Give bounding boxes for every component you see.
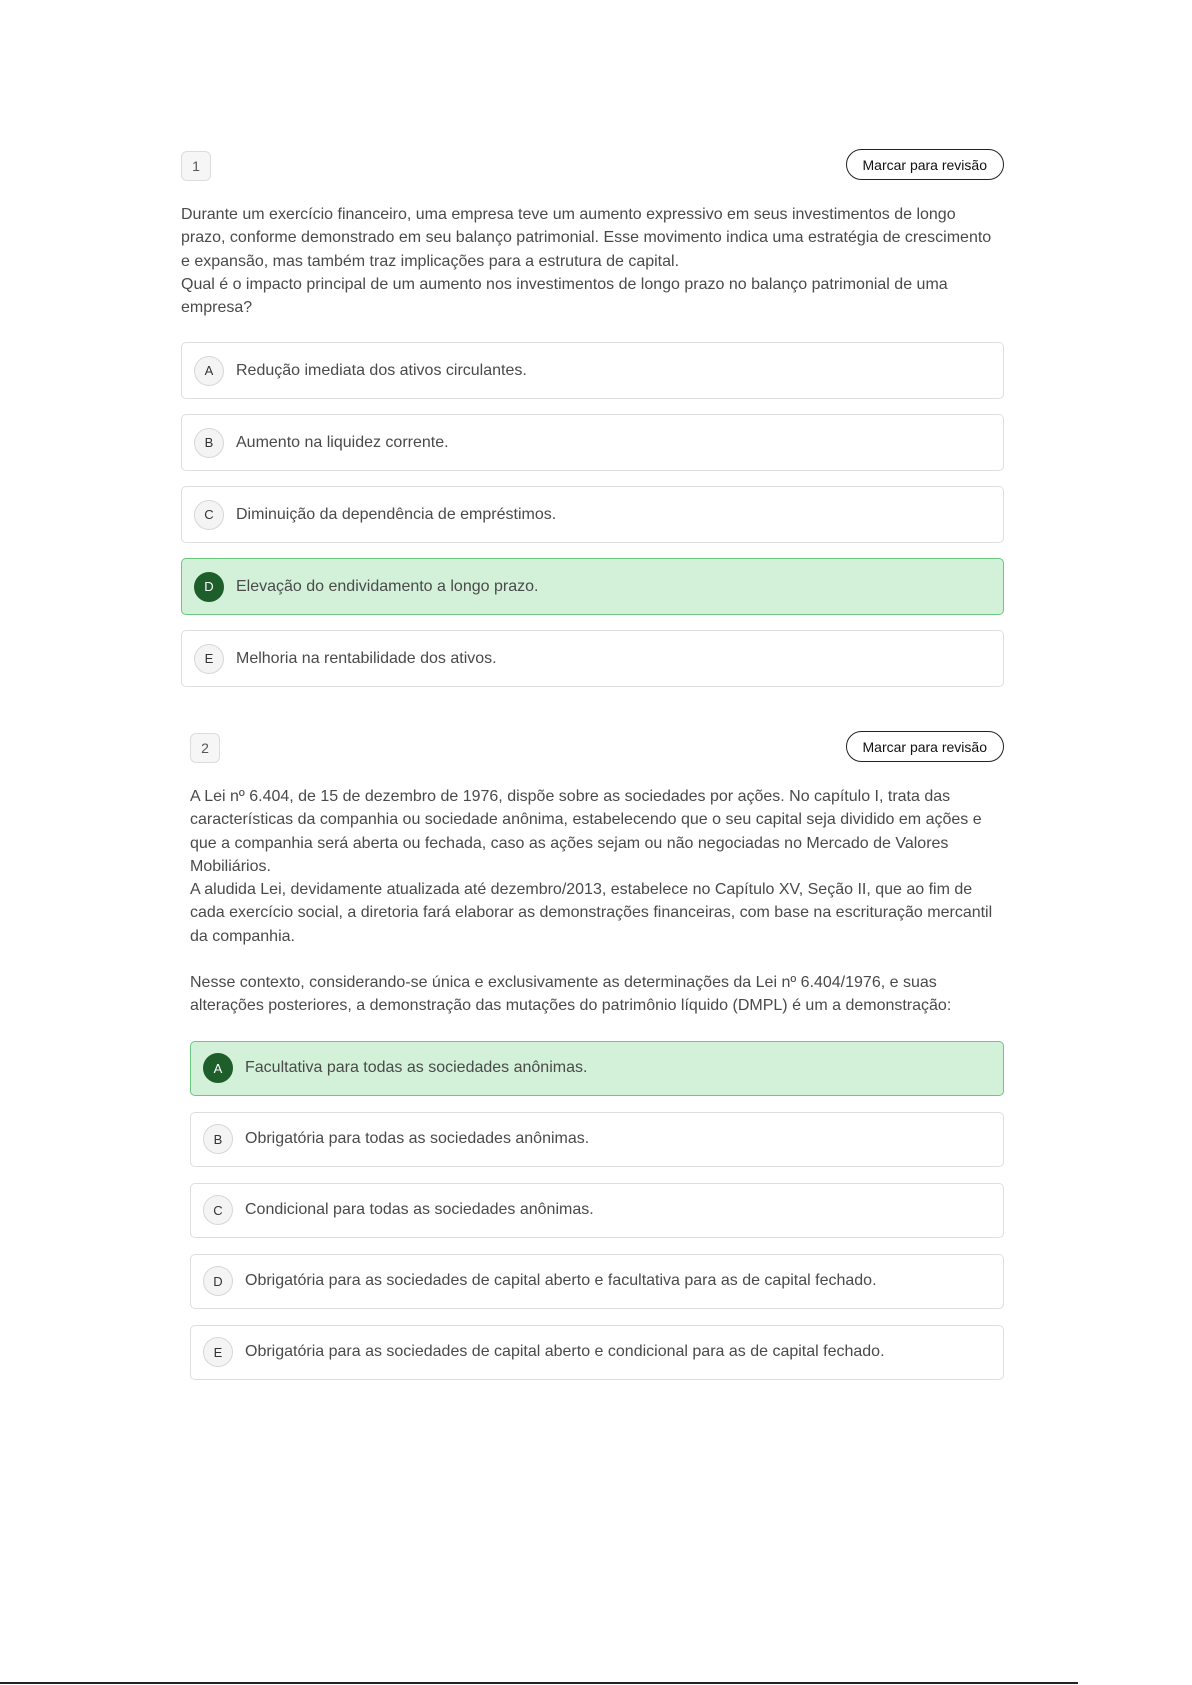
answer-options (190, 1041, 1004, 1380)
option-letter-badge: D (194, 572, 224, 602)
mark-for-review-button[interactable]: Marcar para revisão (846, 149, 1005, 180)
option-b[interactable] (181, 414, 1004, 471)
option-c[interactable] (181, 486, 1004, 543)
option-text: Elevação do endividamento a longo prazo. (236, 577, 539, 595)
option-letter-badge: D (203, 1266, 233, 1296)
option-text: Diminuição da dependência de empréstimos. (236, 505, 557, 523)
option-a[interactable] (190, 1041, 1004, 1096)
question-header (181, 149, 1004, 181)
option-c[interactable] (190, 1183, 1004, 1238)
option-letter-badge: C (203, 1195, 233, 1225)
option-text: Aumento na liquidez corrente. (236, 433, 449, 451)
question-2 (190, 731, 1004, 1396)
question-statement (181, 203, 1004, 319)
answer-options (181, 342, 1004, 687)
statement-paragraph: Nesse contexto, considerando-se única e exclusivamente as determinações da Lei nº 6.404/1976, e suas alterações posteriores, a demonstração das mutações do patrimônio líquido (DMPL) é um a demonstração: (190, 974, 952, 1015)
option-text: Obrigatória para as sociedades de capital aberto e facultativa para as de capital fechado. (245, 1272, 877, 1290)
question-header (190, 731, 1004, 763)
option-letter-badge: A (194, 356, 224, 386)
question-statement (190, 785, 1004, 1018)
option-d[interactable] (181, 558, 1004, 615)
option-text: Obrigatória para as sociedades de capital aberto e condicional para as de capital fechado. (245, 1343, 885, 1361)
page-bottom-divider (0, 1682, 1078, 1684)
statement-paragraph: Durante um exercício financeiro, uma empresa teve um aumento expressivo em seus investimentos de longo prazo, conforme demonstrado em seu balanço patrimonial. Esse movimento indica uma estratégia de crescimento e expansão, mas também traz implicações para a estrutura de capital. (181, 206, 992, 270)
option-letter-badge: E (194, 644, 224, 674)
question-number-badge: 1 (181, 151, 211, 181)
option-b[interactable] (190, 1112, 1004, 1167)
option-text: Obrigatória para todas as sociedades anônimas. (245, 1130, 590, 1148)
option-text: Condicional para todas as sociedades anônimas. (245, 1201, 594, 1219)
option-e[interactable] (190, 1325, 1004, 1380)
option-letter-badge: E (203, 1337, 233, 1367)
mark-for-review-button[interactable]: Marcar para revisão (846, 731, 1005, 762)
option-letter-badge: B (194, 428, 224, 458)
option-letter-badge: A (203, 1053, 233, 1083)
option-a[interactable] (181, 342, 1004, 399)
option-d[interactable] (190, 1254, 1004, 1309)
option-text: Facultativa para todas as sociedades anônimas. (245, 1059, 588, 1077)
option-e[interactable] (181, 630, 1004, 687)
option-text: Melhoria na rentabilidade dos ativos. (236, 649, 497, 667)
question-number-badge: 2 (190, 733, 220, 763)
statement-paragraph: A aludida Lei, devidamente atualizada até dezembro/2013, estabelece no Capítulo XV, Seção II, que ao fim de cada exercício social, a diretoria fará elaborar as demonstrações financeiras, com base na escrituração mercantil da companhia. (190, 881, 993, 945)
statement-paragraph: Qual é o impacto principal de um aumento nos investimentos de longo prazo no balanço patrimonial de uma empresa? (181, 275, 948, 317)
option-letter-badge: C (194, 500, 224, 530)
option-letter-badge: B (203, 1124, 233, 1154)
statement-paragraph: A Lei nº 6.404, de 15 de dezembro de 1976, dispõe sobre as sociedades por ações. No capítulo I, trata das características da companhia ou sociedade anônima, estabelecendo que o seu capital seja dividido em ações e que a companhia será aberta ou fechada, caso as ações sejam ou não negociadas no Mercado de Valores Mobiliários. (190, 788, 982, 875)
option-text: Redução imediata dos ativos circulantes. (236, 361, 527, 379)
question-1 (181, 149, 1004, 702)
